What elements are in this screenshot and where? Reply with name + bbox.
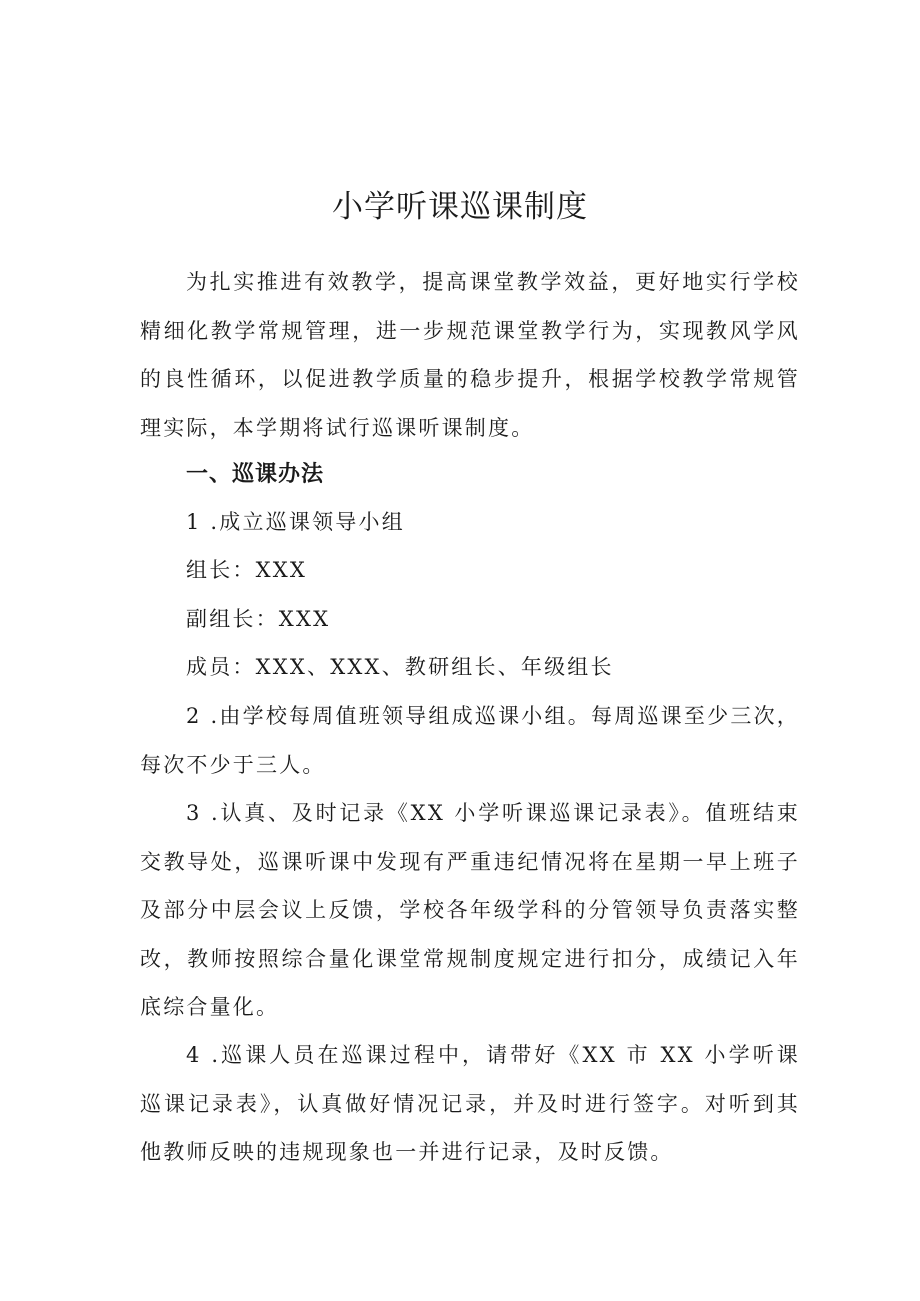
group-deputy: 副组长：XXX (186, 607, 331, 631)
item-2-weekly-patrol: 2 .由学校每周值班领导组成巡课小组。每周巡课至少三次，每次不少于三人。 (140, 704, 800, 777)
intro-paragraph: 为扎实推进有效教学，提高课堂教学效益，更好地实行学校精细化教学常规管理，进一步规范课堂教学行为，实现教风学风的良性循环，以促进教学质量的稳步提升，根据学校教学常规管理实际，本学期将试行巡课听课制度。 (140, 270, 800, 440)
section-heading-patrol-method: 一、巡课办法 (186, 462, 325, 487)
item-4-patrol-duties: 4 .巡课人员在巡课过程中，请带好《XX 市 XX 小学听课巡课记录表》，认真做好情况记录，并及时进行签字。对听到其他教师反映的违规现象也一并进行记录，及时反馈。 (140, 1043, 800, 1164)
group-members: 成员：XXX、XXX、教研组长、年级组长 (186, 655, 614, 679)
group-leader: 组长：XXX (186, 558, 308, 582)
document-title: 小学听课巡课制度 (332, 188, 588, 225)
item-3-record-form: 3 .认真、及时记录《XX 小学听课巡课记录表》。值班结束交教导处，巡课听课中发现有严重违纪情况将在星期一早上班子及部分中层会议上反馈，学校各年级学科的分管领导负责落实整改，教师按照综合量化课堂常规制度规定进行扣分，成绩记入年底综合量化。 (140, 801, 800, 1019)
item-1-form-group: 1 .成立巡课领导小组 (186, 510, 405, 534)
